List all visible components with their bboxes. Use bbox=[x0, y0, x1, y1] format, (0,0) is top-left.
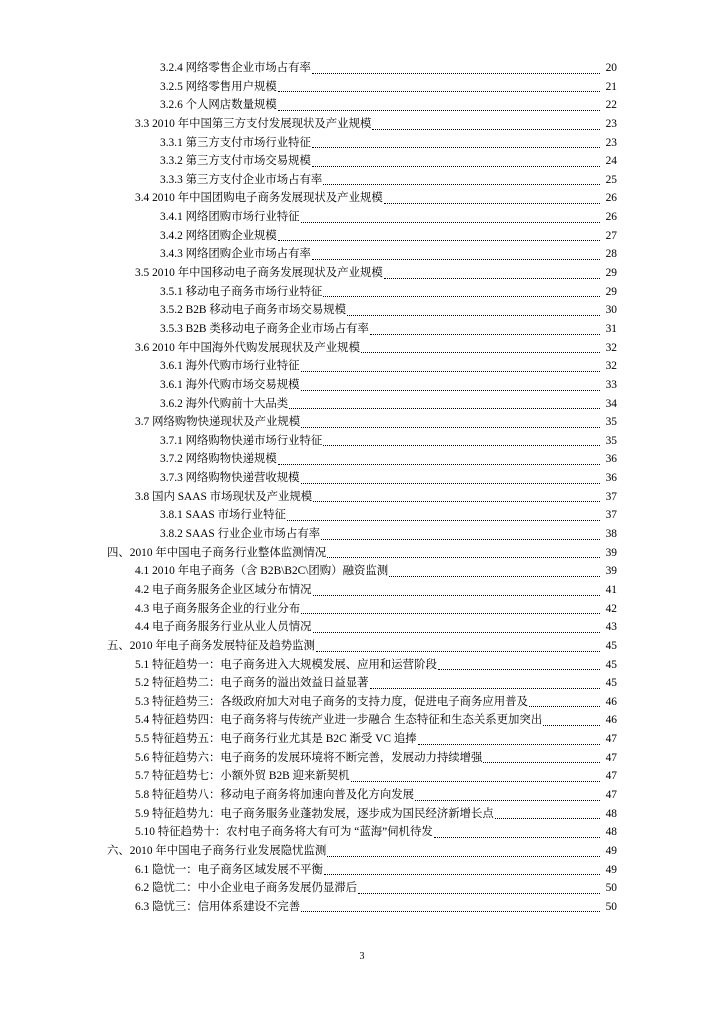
toc-leader-dots bbox=[324, 874, 600, 875]
page-number: 3 bbox=[359, 951, 365, 962]
toc-entry-page: 27 bbox=[605, 229, 617, 242]
toc-entry[interactable] bbox=[0, 562, 724, 581]
toc-leader-dots bbox=[301, 222, 600, 223]
toc-leader-dots bbox=[278, 110, 600, 111]
toc-entry-title: 3.2.4 网络零售企业市场占有率 bbox=[160, 62, 311, 74]
toc-entry-page: 35 bbox=[605, 416, 617, 429]
toc-entry-title: 3.4 2010 年中国团购电子商务发展现状及产业规模 bbox=[135, 192, 383, 205]
toc-entry[interactable] bbox=[0, 506, 724, 525]
toc-leader-dots bbox=[301, 613, 600, 614]
toc-entry-page: 49 bbox=[605, 863, 617, 876]
toc-entry-title: 3.7 网络购物快递现状及产业规模 bbox=[135, 416, 301, 429]
toc-leader-dots bbox=[289, 408, 600, 409]
toc-leader-dots bbox=[301, 371, 600, 372]
toc-entry[interactable] bbox=[0, 227, 724, 246]
table-of-contents bbox=[0, 59, 724, 916]
toc-leader-dots bbox=[312, 73, 600, 74]
toc-entry-page: 33 bbox=[605, 378, 617, 391]
toc-entry[interactable] bbox=[0, 264, 724, 283]
toc-leader-dots bbox=[313, 632, 600, 633]
toc-entry-title: 3.2.5 网络零售用户规模 bbox=[160, 80, 277, 93]
toc-entry-title: 六、2010 年中国电子商务行业发展隐忧监测 bbox=[107, 844, 327, 857]
toc-entry-page: 26 bbox=[605, 211, 617, 224]
toc-leader-dots bbox=[312, 147, 600, 148]
toc-entry[interactable] bbox=[0, 767, 724, 786]
toc-entry[interactable] bbox=[0, 245, 724, 264]
toc-entry-page: 23 bbox=[605, 136, 617, 149]
toc-leader-dots bbox=[301, 911, 600, 912]
toc-entry-title: 3.7.3 网络购物快递营收规模 bbox=[160, 472, 300, 485]
toc-entry-page: 35 bbox=[605, 434, 617, 447]
toc-leader-dots bbox=[287, 520, 600, 521]
toc-entry-title: 3.3.3 第三方支付企业市场占有率 bbox=[160, 173, 323, 186]
toc-entry-page: 36 bbox=[605, 472, 617, 485]
toc-leader-dots bbox=[313, 595, 600, 596]
toc-entry-page: 25 bbox=[605, 173, 617, 186]
toc-entry[interactable] bbox=[0, 618, 724, 637]
toc-leader-dots bbox=[313, 501, 600, 502]
toc-entry[interactable] bbox=[0, 879, 724, 898]
toc-entry-title: 3.2.6 个人网店数量规模 bbox=[160, 99, 277, 112]
toc-entry-page: 29 bbox=[605, 285, 617, 298]
toc-entry-title: 3.5.1 移动电子商务市场行业特征 bbox=[160, 285, 323, 298]
toc-entry-page: 47 bbox=[605, 751, 617, 764]
toc-entry[interactable] bbox=[0, 805, 724, 824]
toc-leader-dots bbox=[301, 427, 600, 428]
toc-entry-page: 22 bbox=[605, 99, 617, 112]
toc-leader-dots bbox=[323, 184, 600, 185]
toc-entry[interactable] bbox=[0, 432, 724, 451]
toc-entry[interactable] bbox=[0, 488, 724, 507]
toc-entry-title: 3.6.1 海外代购市场行业特征 bbox=[160, 360, 300, 373]
toc-entry-title: 6.1 隐忧一：电子商务区域发展不平衡 bbox=[135, 863, 323, 876]
toc-entry[interactable] bbox=[0, 842, 724, 861]
toc-entry-page: 39 bbox=[605, 565, 617, 578]
toc-entry[interactable] bbox=[0, 320, 724, 339]
toc-entry-title: 5.9 特征趋势九：电子商务服务业蓬勃发展，逐步成为国民经济新增长点 bbox=[135, 807, 494, 820]
toc-entry-title: 3.3.1 第三方支付市场行业特征 bbox=[160, 136, 311, 149]
toc-leader-dots bbox=[384, 278, 600, 279]
toc-leader-dots bbox=[358, 893, 600, 894]
toc-leader-dots bbox=[301, 483, 600, 484]
toc-entry-page: 24 bbox=[605, 155, 617, 168]
toc-entry-page: 21 bbox=[605, 80, 617, 93]
toc-leader-dots bbox=[438, 669, 600, 670]
toc-entry-page: 47 bbox=[605, 788, 617, 801]
toc-leader-dots bbox=[323, 296, 600, 297]
toc-leader-dots bbox=[434, 837, 600, 838]
toc-leader-dots bbox=[483, 762, 600, 763]
toc-entry-title: 6.3 隐忧三：信用体系建设不完善 bbox=[135, 900, 301, 913]
toc-entry-page: 31 bbox=[605, 322, 617, 335]
toc-leader-dots bbox=[351, 781, 600, 782]
toc-entry-page: 39 bbox=[605, 546, 617, 559]
toc-entry-title: 3.6 2010 年中国海外代购发展现状及产业规模 bbox=[135, 341, 360, 354]
toc-entry-page: 38 bbox=[605, 528, 617, 541]
toc-entry-page: 43 bbox=[605, 621, 617, 634]
toc-entry-title: 5.4 特征趋势四：电子商务将与传统产业进一步融合 生态特征和生态关系更加突出 bbox=[135, 714, 543, 727]
toc-entry[interactable] bbox=[0, 376, 724, 395]
toc-leader-dots bbox=[415, 800, 600, 801]
toc-entry-title: 4.2 电子商务服务企业区域分布情况 bbox=[135, 583, 312, 596]
toc-leader-dots bbox=[278, 91, 600, 92]
toc-leader-dots bbox=[347, 315, 600, 316]
toc-entry[interactable] bbox=[0, 823, 724, 842]
toc-entry-title: 5.1 特征趋势一：电子商务进入大规模发展、应用和运营阶段 bbox=[135, 658, 437, 671]
toc-entry-page: 28 bbox=[605, 248, 617, 261]
toc-leader-dots bbox=[327, 557, 600, 558]
toc-leader-dots bbox=[312, 259, 600, 260]
toc-entry-title: 3.6.2 海外代购前十大品类 bbox=[160, 397, 289, 410]
toc-entry-title: 3.5.3 B2B 类移动电子商务企业市场占有率 bbox=[160, 322, 369, 335]
toc-leader-dots bbox=[529, 706, 600, 707]
toc-entry[interactable] bbox=[0, 786, 724, 805]
toc-entry[interactable] bbox=[0, 96, 724, 115]
toc-entry[interactable] bbox=[0, 674, 724, 693]
toc-entry-title: 3.3 2010 年中国第三方支付发展现状及产业规模 bbox=[135, 117, 372, 130]
toc-entry-title: 4.1 2010 年电子商务（含 B2B\B2C\团购）融资监测 bbox=[135, 565, 389, 578]
toc-entry-page: 45 bbox=[605, 639, 617, 652]
toc-leader-dots bbox=[372, 129, 600, 130]
toc-entry[interactable] bbox=[0, 693, 724, 712]
toc-leader-dots bbox=[278, 240, 600, 241]
toc-leader-dots bbox=[323, 445, 600, 446]
toc-leader-dots bbox=[361, 352, 600, 353]
toc-entry-page: 29 bbox=[605, 267, 617, 280]
toc-entry[interactable] bbox=[0, 730, 724, 749]
toc-leader-dots bbox=[418, 744, 600, 745]
toc-entry-title: 5.3 特征趋势三：各级政府加大对电子商务的支持力度，促进电子商务应用普及 bbox=[135, 695, 528, 708]
toc-entry[interactable] bbox=[0, 78, 724, 97]
toc-entry-page: 32 bbox=[605, 360, 617, 373]
toc-entry[interactable] bbox=[0, 189, 724, 208]
toc-entry-title: 3.4.1 网络团购市场行业特征 bbox=[160, 211, 300, 224]
toc-leader-dots bbox=[389, 576, 600, 577]
toc-entry-title: 3.5.2 B2B 移动电子商务市场交易规模 bbox=[160, 304, 347, 317]
toc-entry[interactable] bbox=[0, 339, 724, 358]
toc-leader-dots bbox=[495, 818, 600, 819]
toc-entry[interactable] bbox=[0, 656, 724, 675]
toc-entry-title: 3.8 国内 SAAS 市场现状及产业规模 bbox=[135, 490, 313, 503]
toc-leader-dots bbox=[327, 856, 600, 857]
toc-leader-dots bbox=[301, 390, 600, 391]
toc-entry-page: 50 bbox=[605, 882, 617, 895]
toc-entry[interactable] bbox=[0, 134, 724, 153]
toc-entry[interactable] bbox=[0, 171, 724, 190]
toc-entry[interactable] bbox=[0, 711, 724, 730]
toc-entry-title: 3.7.2 网络购物快递规模 bbox=[160, 453, 277, 466]
toc-entry[interactable] bbox=[0, 59, 724, 78]
toc-entry-title: 3.3.2 第三方支付市场交易规模 bbox=[160, 155, 311, 168]
toc-leader-dots bbox=[321, 539, 600, 540]
toc-entry[interactable] bbox=[0, 861, 724, 880]
toc-entry-page: 23 bbox=[605, 117, 617, 130]
toc-entry-title: 5.2 特征趋势二：电子商务的溢出效益日益显著 bbox=[135, 677, 369, 690]
toc-entry-page: 32 bbox=[605, 341, 617, 354]
toc-leader-dots bbox=[370, 688, 600, 689]
toc-entry-title: 五、2010 年电子商务发展特征及趋势监测 bbox=[107, 639, 315, 652]
toc-entry-page: 30 bbox=[605, 304, 617, 317]
toc-entry-page: 37 bbox=[605, 509, 617, 522]
toc-entry-page: 47 bbox=[605, 770, 617, 783]
toc-entry-page: 34 bbox=[605, 397, 617, 410]
toc-entry[interactable] bbox=[0, 357, 724, 376]
toc-entry[interactable] bbox=[0, 283, 724, 302]
toc-entry-title: 5.6 特征趋势六：电子商务的发展环境将不断完善，发展动力持续增强 bbox=[135, 751, 483, 764]
toc-entry[interactable] bbox=[0, 898, 724, 917]
toc-entry-title: 4.3 电子商务服务企业的行业分布 bbox=[135, 602, 301, 615]
toc-entry-page: 46 bbox=[605, 695, 617, 708]
toc-entry[interactable] bbox=[0, 581, 724, 600]
toc-entry-title: 3.4.3 网络团购企业市场占有率 bbox=[160, 248, 311, 261]
toc-entry[interactable] bbox=[0, 469, 724, 488]
toc-entry-title: 3.8.2 SAAS 行业企业市场占有率 bbox=[160, 528, 321, 541]
toc-entry-title: 3.7.1 网络购物快递市场行业特征 bbox=[160, 434, 323, 447]
toc-entry-title: 3.5 2010 年中国移动电子商务发展现状及产业规模 bbox=[135, 267, 383, 280]
toc-entry-page: 37 bbox=[605, 490, 617, 503]
toc-entry-page: 47 bbox=[605, 733, 617, 746]
toc-entry[interactable] bbox=[0, 525, 724, 544]
toc-entry-page: 46 bbox=[605, 714, 617, 727]
toc-entry-page: 48 bbox=[605, 826, 617, 839]
toc-entry-title: 5.8 特征趋势八：移动电子商务将加速向普及化方向发展 bbox=[135, 788, 415, 801]
toc-entry[interactable] bbox=[0, 208, 724, 227]
toc-entry-title: 3.6.1 海外代购市场交易规模 bbox=[160, 378, 300, 391]
toc-leader-dots bbox=[370, 334, 600, 335]
toc-entry-title: 5.5 特征趋势五：电子商务行业尤其是 B2C 渐受 VC 追捧 bbox=[135, 733, 417, 746]
toc-entry[interactable] bbox=[0, 637, 724, 656]
toc-entry[interactable] bbox=[0, 413, 724, 432]
toc-leader-dots bbox=[312, 166, 600, 167]
toc-entry-page: 41 bbox=[605, 583, 617, 596]
toc-entry-page: 42 bbox=[605, 602, 617, 615]
toc-entry[interactable] bbox=[0, 544, 724, 563]
toc-entry-page: 20 bbox=[605, 62, 617, 74]
toc-entry[interactable] bbox=[0, 749, 724, 768]
toc-entry[interactable] bbox=[0, 600, 724, 619]
toc-entry-title: 6.2 隐忧二：中小企业电子商务发展仍显滞后 bbox=[135, 882, 358, 895]
toc-entry-page: 36 bbox=[605, 453, 617, 466]
toc-entry-page: 49 bbox=[605, 844, 617, 857]
toc-entry-page: 45 bbox=[605, 658, 617, 671]
toc-entry[interactable] bbox=[0, 115, 724, 134]
toc-entry-page: 48 bbox=[605, 807, 617, 820]
toc-entry-page: 45 bbox=[605, 677, 617, 690]
toc-leader-dots bbox=[384, 203, 600, 204]
toc-entry-page: 26 bbox=[605, 192, 617, 205]
toc-leader-dots bbox=[278, 464, 600, 465]
toc-entry-title: 4.4 电子商务服务行业从业人员情况 bbox=[135, 621, 312, 634]
toc-entry[interactable] bbox=[0, 301, 724, 320]
toc-leader-dots bbox=[543, 725, 600, 726]
toc-entry-title: 四、2010 年中国电子商务行业整体监测情况 bbox=[107, 546, 327, 559]
toc-entry-title: 5.10 特征趋势十：农村电子商务将大有可为 “蓝海”伺机待发 bbox=[135, 826, 433, 839]
toc-leader-dots bbox=[316, 651, 600, 652]
toc-entry[interactable] bbox=[0, 395, 724, 414]
toc-entry-page: 50 bbox=[605, 900, 617, 913]
toc-entry[interactable] bbox=[0, 152, 724, 171]
toc-entry-title: 3.4.2 网络团购企业规模 bbox=[160, 229, 277, 242]
toc-entry[interactable] bbox=[0, 450, 724, 469]
toc-entry-title: 3.8.1 SAAS 市场行业特征 bbox=[160, 509, 286, 522]
toc-entry-title: 5.7 特征趋势七：小额外贸 B2B 迎来新契机 bbox=[135, 770, 350, 783]
